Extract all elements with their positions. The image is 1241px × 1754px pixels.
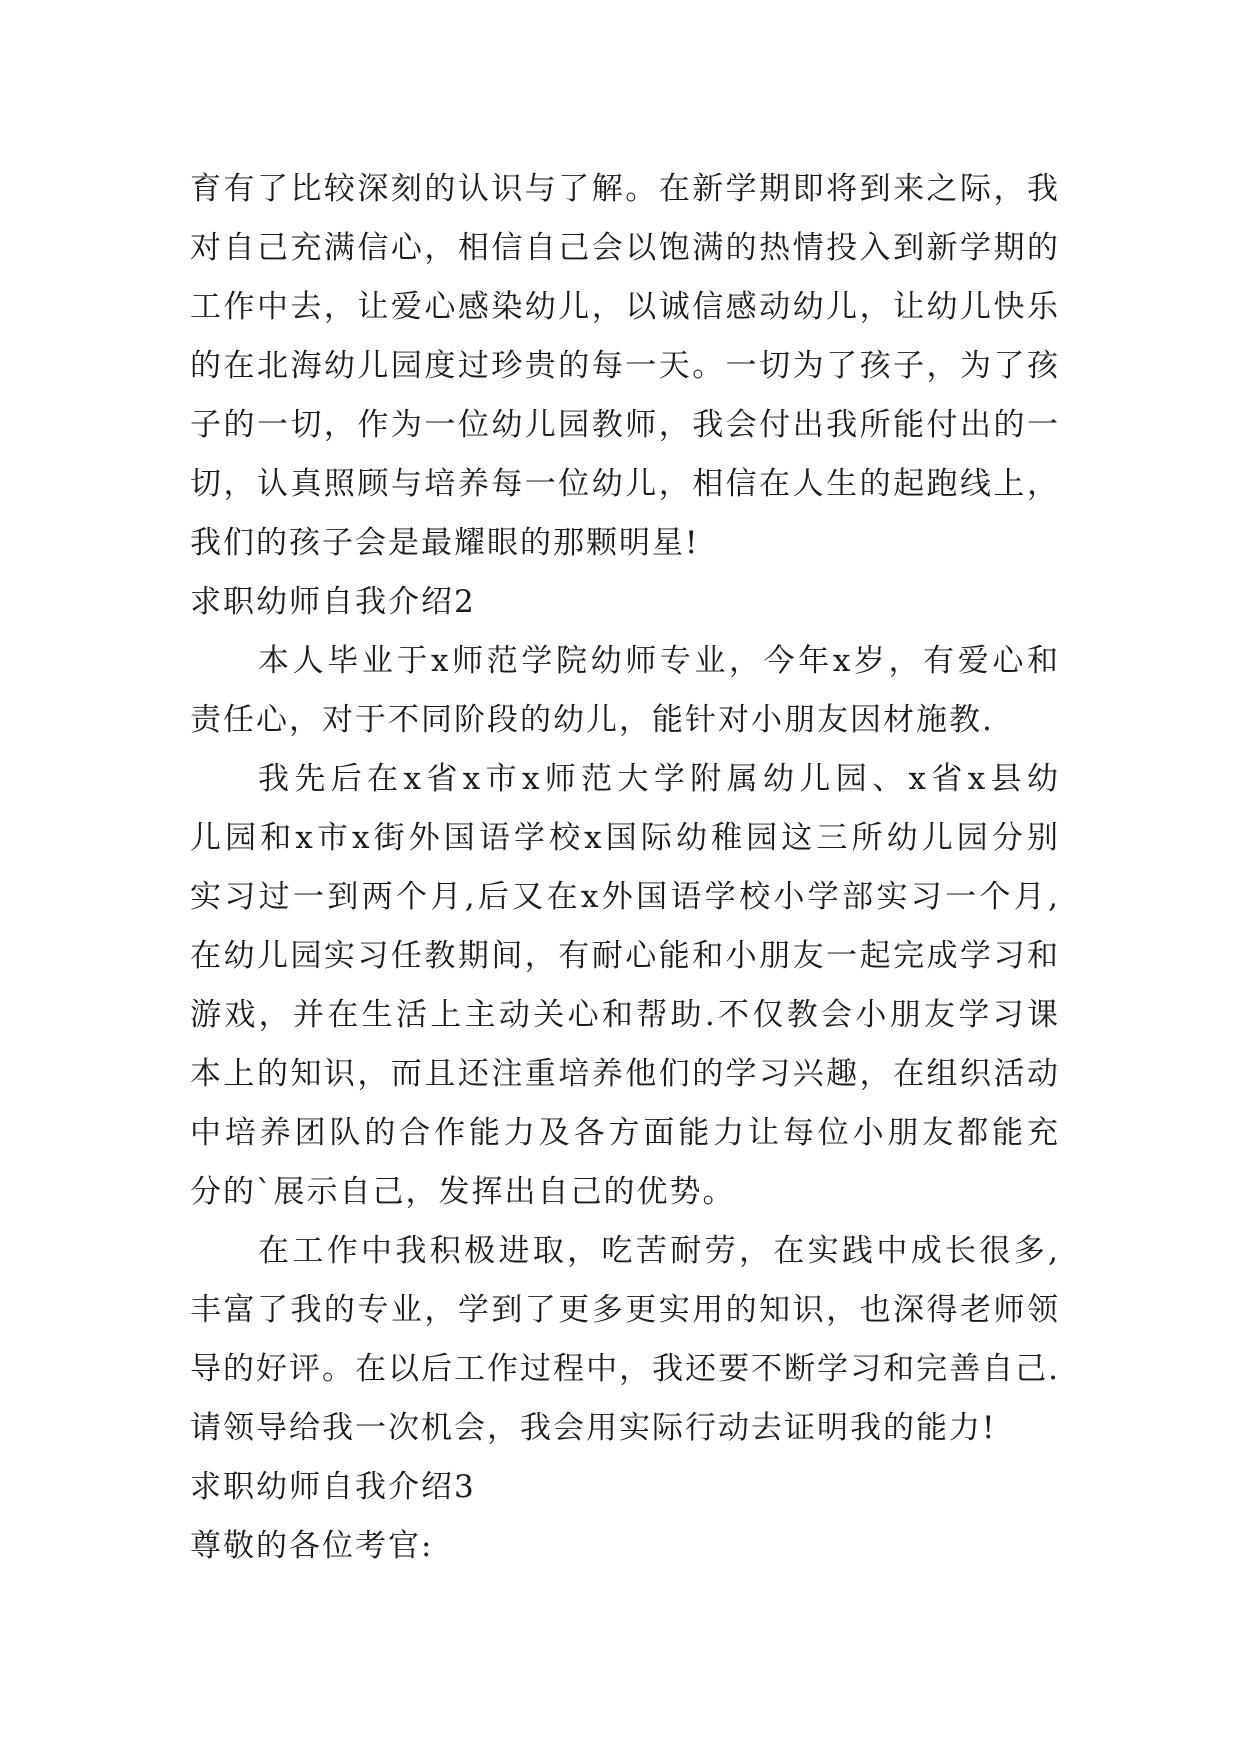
section-heading-2: 求职幼师自我介绍2 <box>190 584 476 620</box>
text-line: 儿园和x市x街外国语学校x国际幼稚园这三所幼儿园分别 <box>190 820 1060 856</box>
text-line: 切，认真照顾与培养每一位幼儿，相信在人生的起跑线上， <box>190 466 1060 502</box>
text-line: 实习过一到两个月,后又在x外国语学校小学部实习一个月, <box>190 879 1060 915</box>
text-line: 工作中去，让爱心感染幼儿，以诚信感动幼儿，让幼儿快乐 <box>190 289 1060 325</box>
salutation: 尊敬的各位考官: <box>190 1528 434 1564</box>
section1-tail-paragraph <box>190 160 1060 573</box>
document-page <box>190 160 1060 1576</box>
text-line: 游戏，并在生活上主动关心和帮助.不仅教会小朋友学习课 <box>190 997 1060 1033</box>
section-heading-3: 求职幼师自我介绍3 <box>190 1469 476 1505</box>
text-line: 中培养团队的合作能力及各方面能力让每位小朋友都能充 <box>190 1115 1060 1151</box>
text-line: 我先后在x省x市x师范大学附属幼儿园、x省x县幼 <box>258 761 1060 797</box>
text-line: 子的一切，作为一位幼儿园教师，我会付出我所能付出的一 <box>190 407 1060 443</box>
text-line: 对自己充满信心，相信自己会以饱满的热情投入到新学期的 <box>190 230 1060 266</box>
text-line: 责任心，对于不同阶段的幼儿，能针对小朋友因材施教. <box>190 702 994 738</box>
text-line: 在幼儿园实习任教期间，有耐心能和小朋友一起完成学习和 <box>190 938 1060 974</box>
text-line: 丰富了我的专业，学到了更多更实用的知识，也深得老师领 <box>190 1292 1060 1328</box>
paragraph-work-attitude <box>190 1222 1060 1458</box>
text-line: 的在北海幼儿园度过珍贵的每一天。一切为了孩子，为了孩 <box>190 348 1060 384</box>
text-line: 本人毕业于x师范学院幼师专业，今年x岁，有爱心和 <box>258 643 1060 679</box>
paragraph-internship <box>190 750 1060 1222</box>
text-line: 请领导给我一次机会，我会用实际行动去证明我的能力! <box>190 1410 997 1446</box>
text-line: 分的`展示自己，发挥出自己的优势。 <box>190 1174 736 1210</box>
text-line: 导的好评。在以后工作过程中，我还要不断学习和完善自己. <box>190 1351 1060 1387</box>
text-line: 本上的知识，而且还注重培养他们的学习兴趣，在组织活动 <box>190 1056 1060 1092</box>
paragraph-education <box>190 632 1060 750</box>
text-line: 在工作中我积极进取，吃苦耐劳，在实践中成长很多, <box>258 1233 1060 1269</box>
text-line: 育有了比较深刻的认识与了解。在新学期即将到来之际，我 <box>190 171 1060 207</box>
text-line: 我们的孩子会是最耀眼的那颗明星! <box>190 525 700 561</box>
